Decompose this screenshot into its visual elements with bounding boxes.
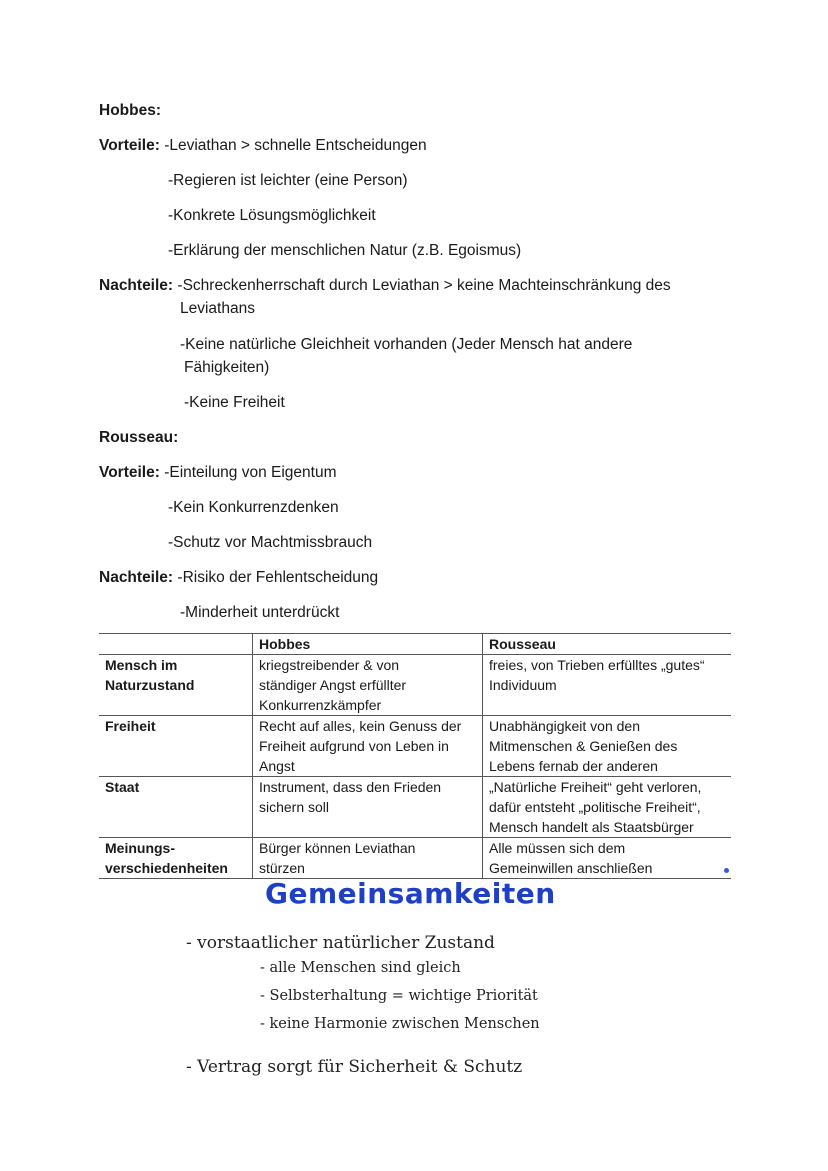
- table-row: [99, 777, 731, 838]
- cell-line: dafür entsteht „politische Freiheit“,: [489, 799, 701, 815]
- table-cell-label: [99, 777, 253, 838]
- list-item: -Keine natürliche Gleichheit vorhanden (Jeder Mensch hat andere: [180, 336, 633, 353]
- cell-line: Staat: [105, 779, 140, 795]
- table-header-row: [99, 634, 731, 655]
- list-item: -Erklärung der menschlichen Natur (z.B. Egoismus): [168, 242, 522, 259]
- cell-line: Meinungs-: [105, 840, 175, 856]
- list-item: -Regieren ist leichter (eine Person): [168, 172, 408, 189]
- table-cell-rousseau: [483, 838, 732, 879]
- cell-line: kriegstreibender & von: [259, 657, 400, 673]
- common-subpoint: - keine Harmonie zwischen Menschen: [260, 1016, 540, 1032]
- list-item: -Risiko der Fehlentscheidung: [177, 569, 379, 586]
- table-cell-label: [99, 838, 253, 879]
- table-row: [99, 838, 731, 879]
- cell-line: verschiedenheiten: [105, 860, 228, 876]
- cell-line: Bürger können Leviathan: [259, 840, 416, 856]
- table-cell-hobbes: [253, 838, 483, 879]
- corner-dot: [724, 868, 729, 873]
- cell-line: Lebens fernab der anderen: [489, 758, 658, 774]
- rousseau-heading: Rousseau:: [99, 429, 179, 446]
- table-cell-hobbes: [253, 655, 483, 716]
- cell-line: Freiheit: [105, 718, 156, 734]
- cell-line: sichern soll: [259, 799, 330, 815]
- cell-line: Freiheit aufgrund von Leben in: [259, 738, 449, 754]
- table-cell-hobbes: [253, 716, 483, 777]
- rousseau-nachteile-line: [99, 566, 378, 589]
- cell-line: Instrument, dass den Frieden: [259, 779, 442, 795]
- cell-line: Mensch im: [105, 657, 178, 673]
- vorteile-label: Vorteile:: [99, 137, 160, 154]
- table-cell-rousseau: [483, 716, 732, 777]
- cell-line: Konkurrenzkämpfer: [259, 697, 382, 713]
- cell-line: Individuum: [489, 677, 557, 693]
- gemeinsamkeiten-title: Gemeinsamkeiten: [265, 877, 556, 910]
- vorteile-label: Vorteile:: [99, 464, 160, 481]
- common-point: - vorstaatlicher natürlicher Zustand: [186, 933, 495, 953]
- hobbes-heading: Hobbes:: [99, 102, 161, 119]
- table-cell-hobbes: [253, 777, 483, 838]
- table-cell-label: [99, 655, 253, 716]
- cell-line: Unabhängigkeit von den: [489, 718, 641, 734]
- list-item: -Einteilung von Eigentum: [164, 464, 337, 481]
- common-point: - Vertrag sorgt für Sicherheit & Schutz: [186, 1057, 523, 1077]
- cell-line: Alle müssen sich dem: [489, 840, 626, 856]
- table-header-cell: Hobbes: [253, 634, 483, 655]
- table-header-cell: [99, 634, 253, 655]
- cell-line: stürzen: [259, 860, 305, 876]
- cell-line: Mitmenschen & Genießen des: [489, 738, 678, 754]
- list-item: -Minderheit unterdrückt: [180, 604, 340, 621]
- table-row: [99, 655, 731, 716]
- list-item: -Leviathan > schnelle Entscheidungen: [164, 137, 427, 154]
- table-cell-label: [99, 716, 253, 777]
- common-subpoint: - alle Menschen sind gleich: [260, 960, 461, 976]
- list-item: Fähigkeiten): [184, 359, 270, 376]
- cell-line: freies, von Trieben erfülltes „gutes“: [489, 657, 705, 673]
- nachteile-label: Nachteile:: [99, 569, 174, 586]
- cell-line: Gemeinwillen anschließen: [489, 860, 653, 876]
- nachteile-label: Nachteile:: [99, 277, 174, 294]
- list-item: -Konkrete Lösungsmöglichkeit: [168, 207, 376, 224]
- hobbes-vorteile-line: [99, 134, 427, 157]
- cell-line: „Natürliche Freiheit“ geht verloren,: [489, 779, 702, 795]
- table-cell-rousseau: [483, 777, 732, 838]
- list-item: -Keine Freiheit: [184, 394, 285, 411]
- hobbes-nachteile-line: [99, 274, 671, 297]
- table-row: [99, 716, 731, 777]
- common-subpoint: - Selbsterhaltung = wichtige Priorität: [260, 988, 538, 1004]
- cell-line: Naturzustand: [105, 677, 195, 693]
- cell-line: Angst: [259, 758, 295, 774]
- table-header-cell: Rousseau: [483, 634, 732, 655]
- table-cell-rousseau: [483, 655, 732, 716]
- comparison-table: [99, 633, 731, 879]
- list-item: -Kein Konkurrenzdenken: [168, 499, 339, 516]
- cell-line: Mensch handelt als Staatsbürger: [489, 819, 694, 835]
- cell-line: Recht auf alles, kein Genuss der: [259, 718, 462, 734]
- list-item: -Schreckenherrschaft durch Leviathan > keine Machteinschränkung des: [177, 277, 671, 294]
- rousseau-vorteile-line: [99, 461, 337, 484]
- list-item: Leviathans: [180, 300, 255, 317]
- list-item: -Schutz vor Machtmissbrauch: [168, 534, 373, 551]
- cell-line: ständiger Angst erfüllter: [259, 677, 407, 693]
